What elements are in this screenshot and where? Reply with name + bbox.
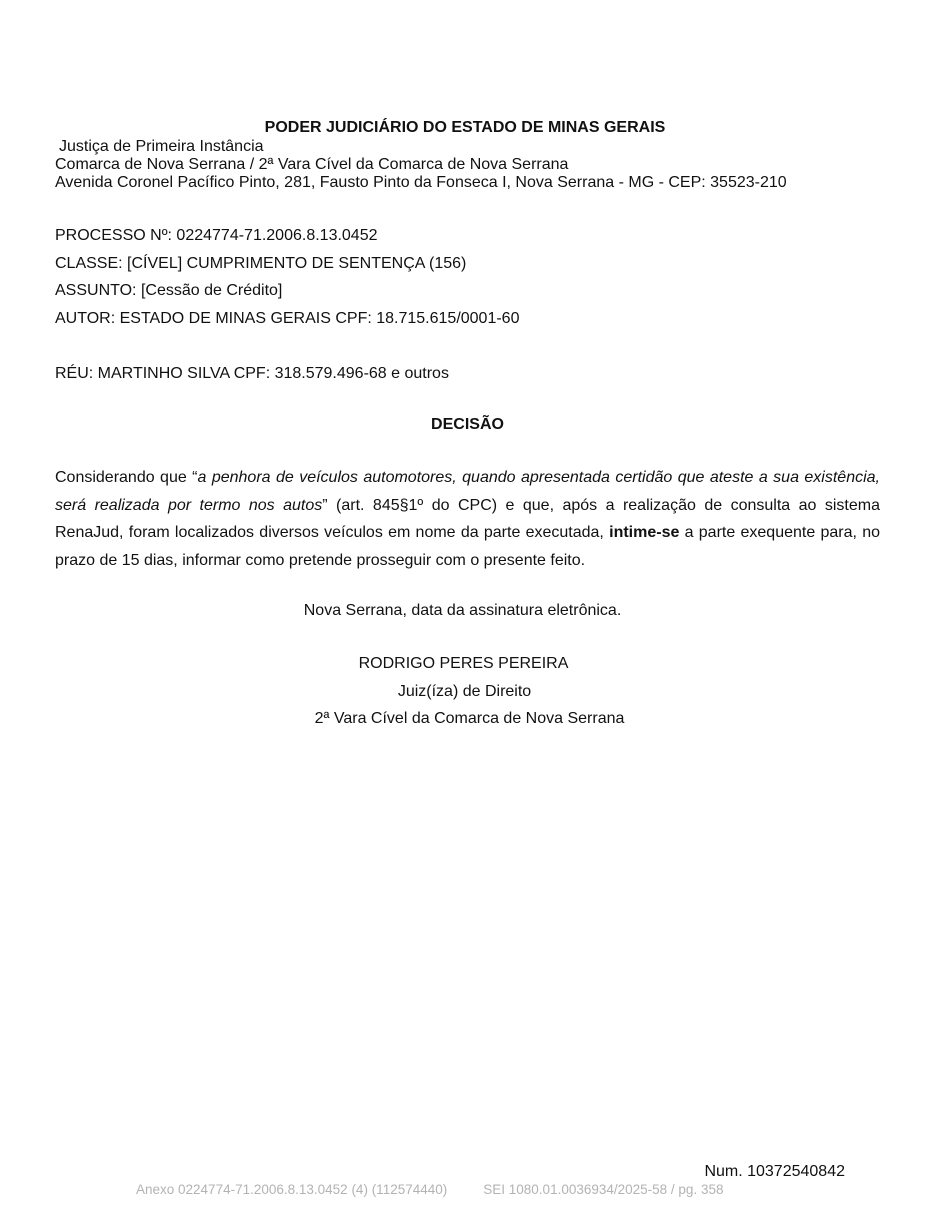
judge-role: Juiz(íza) de Direito: [397, 683, 532, 700]
case-subject: ASSUNTO: [Cessão de Crédito]: [55, 282, 283, 299]
signature-court: 2ª Vara Cível da Comarca de Nova Serrana: [314, 710, 625, 727]
footer-watermark: [136, 1182, 723, 1198]
document-number: Num. 10372540842: [704, 1163, 845, 1180]
decision-emphasis: intime-se: [609, 524, 680, 541]
footer-sei: SEI 1080.01.0036934/2025-58 / pg. 358: [483, 1182, 724, 1197]
footer-annex: Anexo 0224774-71.2006.8.13.0452 (4) (112574440): [136, 1182, 448, 1197]
case-defendant: RÉU: MARTINHO SILVA CPF: 318.579.496-68 e outros: [55, 365, 449, 382]
decision-body: [55, 464, 880, 574]
place-date: Nova Serrana, data da assinatura eletrônica.: [303, 602, 622, 619]
instance-line: Justiça de Primeira Instância: [59, 138, 264, 155]
case-class: CLASSE: [CÍVEL] CUMPRIMENTO DE SENTENÇA (156): [55, 255, 467, 272]
comarca-line: Comarca de Nova Serrana / 2ª Vara Cível da Comarca de Nova Serrana: [55, 156, 569, 173]
decision-text-2: ” (art. 845§1º do CPC) e que, após a realização de consulta ao sistema RenaJud, foram localizados diversos veículos em nome da parte executada,: [55, 496, 880, 541]
court-title: PODER JUDICIÁRIO DO ESTADO DE MINAS GERAIS: [264, 119, 666, 136]
decision-title: DECISÃO: [431, 416, 504, 433]
address-line: Avenida Coronel Pacífico Pinto, 281, Fausto Pinto da Fonseca I, Nova Serrana - MG - CEP: 35523-210: [55, 174, 787, 191]
decision-quote: a penhora de veículos automotores, quando apresentada certidão que ateste a sua existência, será realizada por termo nos autos: [55, 469, 880, 514]
decision-text-3: a parte exequente para, no prazo de 15 dias, informar como pretende prosseguir com o presente feito.: [55, 524, 880, 569]
decision-text-1: Considerando que “: [55, 469, 198, 486]
process-number: PROCESSO Nº: 0224774-71.2006.8.13.0452: [55, 227, 378, 244]
judge-name: RODRIGO PERES PEREIRA: [358, 655, 569, 672]
case-plaintiff: AUTOR: ESTADO DE MINAS GERAIS CPF: 18.715.615/0001-60: [55, 310, 520, 327]
